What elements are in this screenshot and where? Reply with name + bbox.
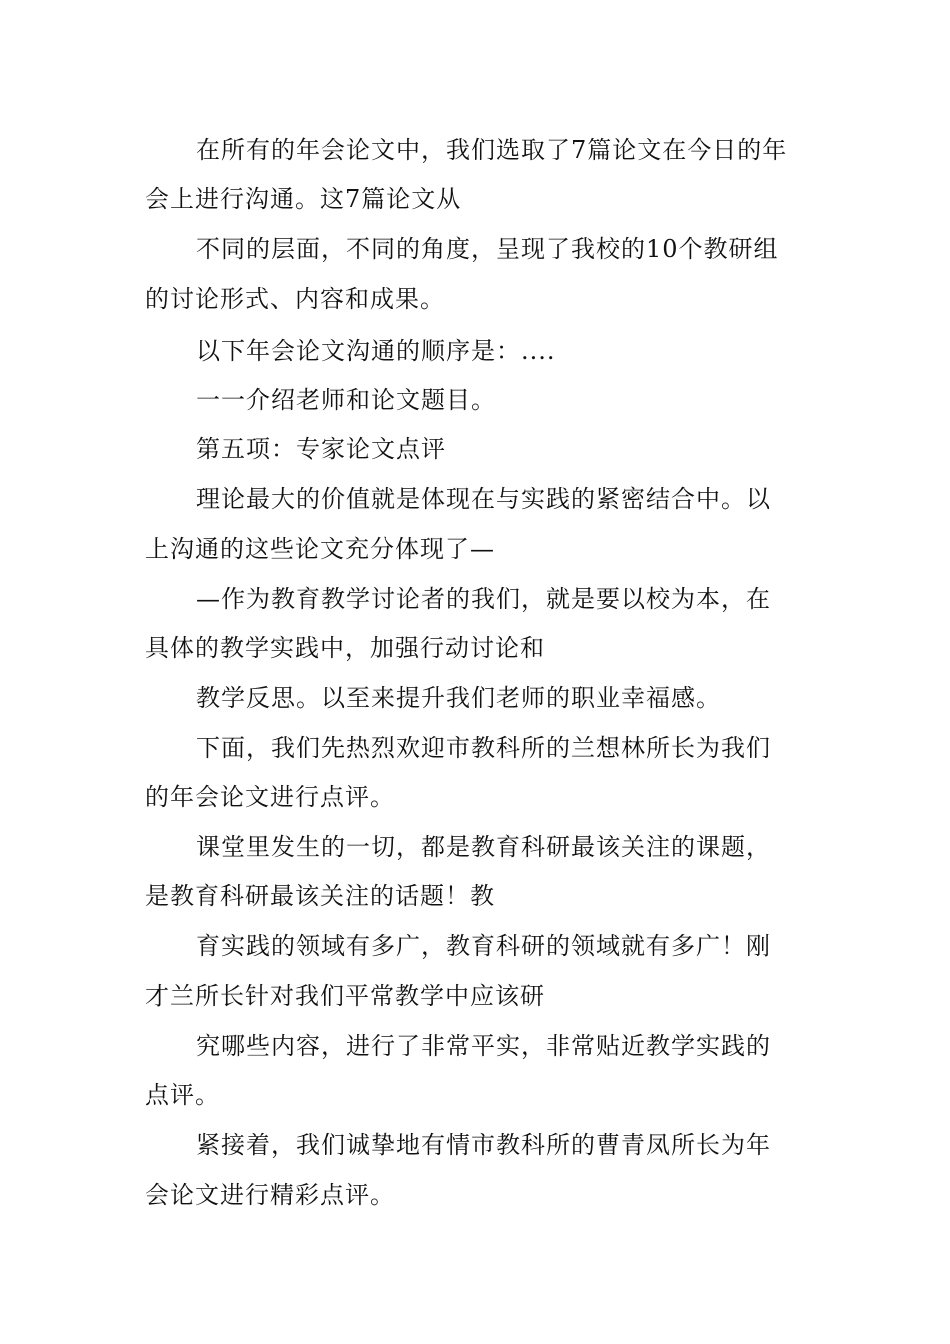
paragraph-line: 会上进行沟通。这7篇论文从: [145, 185, 462, 213]
paragraph-line: 理论最大的价值就是体现在与实践的紧密结合中。以: [196, 485, 771, 513]
paragraph-line: 不同的层面，不同的角度，呈现了我校的10个教研组: [196, 235, 779, 263]
paragraph-line: 具体的教学实践中，加强行动讨论和: [145, 634, 545, 662]
paragraph-line: 才兰所长针对我们平常教学中应该研: [145, 982, 545, 1010]
paragraph-line: 育实践的领域有多广，教育科研的领域就有多广！刚: [196, 932, 771, 960]
paragraph-line: 课堂里发生的一切，都是教育科研最该关注的课题，: [196, 833, 771, 861]
paragraph-line: 以下年会论文沟通的顺序是：....: [196, 337, 556, 365]
paragraph-line: 下面，我们先热烈欢迎市教科所的兰想林所长为我们: [196, 734, 771, 762]
paragraph-line: 究哪些内容，进行了非常平实，非常贴近教学实践的: [196, 1032, 771, 1060]
paragraph-line: —作为教育教学讨论者的我们，就是要以校为本，在: [196, 585, 771, 613]
paragraph-line: 的讨论形式、内容和成果。: [145, 285, 445, 313]
paragraph-line: 是教育科研最该关注的话题！教: [145, 882, 495, 910]
paragraph-line: 上沟通的这些论文充分体现了—: [145, 535, 495, 563]
paragraph-line: 教学反思。以至来提升我们老师的职业幸福感。: [196, 684, 721, 712]
paragraph-line: 点评。: [145, 1081, 220, 1109]
paragraph-line: 会论文进行精彩点评。: [145, 1181, 395, 1209]
section-heading: 第五项：专家论文点评: [196, 435, 446, 463]
paragraph-line: 一一介绍老师和论文题目。: [196, 386, 496, 414]
paragraph-line: 的年会论文进行点评。: [145, 783, 395, 811]
paragraph-line: 紧接着，我们诚挚地有情市教科所的曹青凤所长为年: [196, 1131, 771, 1159]
paragraph-line: 在所有的年会论文中，我们选取了7篇论文在今日的年: [196, 136, 788, 164]
